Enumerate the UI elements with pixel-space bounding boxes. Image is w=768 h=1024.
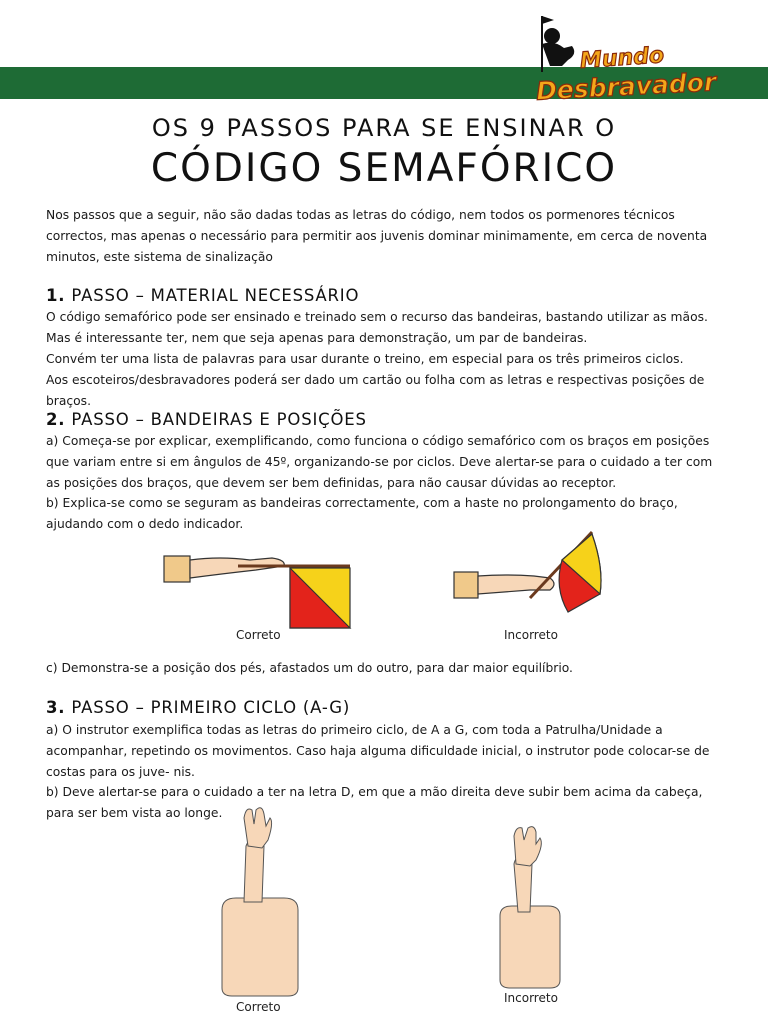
arm-raised-correct-illustration	[210, 800, 310, 1000]
brand-line-1: Mundo	[579, 43, 665, 74]
page-title: CÓDIGO SEMAFÓRICO	[150, 146, 618, 191]
section-2-paragraph-b: b) Explica-se como se seguram as bandeiras correctamente, com a haste no prolongamento do braço, ajudando com o dedo indicador.	[46, 496, 678, 531]
section-3-heading	[46, 698, 350, 717]
brand-line-2: Desbravador	[535, 67, 717, 106]
caption-arm-incorrect: Incorreto	[504, 991, 558, 1005]
arm-raised-incorrect-illustration	[490, 820, 570, 990]
section-2-paragraph-c: c) Demonstra-se a posição dos pés, afastados um do outro, para dar maior equilíbrio.	[46, 661, 573, 675]
flag-grip-correct-illustration	[160, 550, 360, 632]
section-1-paragraph-2: Convém ter uma lista de palavras para usar durante o treino, em especial para os três primeiros ciclos.	[46, 352, 684, 366]
section-2-paragraph-a: a) Começa-se por explicar, exemplificando, como funciona o código semafórico com os braços em posições que variam entre si em ângulos de 45º, organizando-se por ciclos. Deve alertar-se para o cuidado a ter com as posições dos braços, que devem ser bem definidas, para não causar dúvidas ao receptor.	[46, 434, 713, 490]
section-2-title: PASSO – BANDEIRAS E POSIÇÕES	[71, 410, 367, 429]
flag-grip-incorrect-illustration	[450, 528, 620, 628]
caption-flag-incorrect: Incorreto	[504, 628, 558, 642]
section-1-paragraph-1: O código semafórico pode ser ensinado e treinado sem o recurso das bandeiras, bastando utilizar as mãos. Mas é interessante ter, nem que seja apenas para demonstração, um par de bandeiras.	[46, 310, 708, 345]
section-1-title: PASSO – MATERIAL NECESSÁRIO	[71, 286, 360, 305]
section-2-number: 2.	[46, 410, 66, 429]
section-1-number: 1.	[46, 286, 66, 305]
section-2-heading	[46, 410, 367, 429]
section-1-paragraph-3: Aos escoteiros/desbravadores poderá ser dado um cartão ou folha com as letras e respectivas posições de braços.	[46, 373, 705, 408]
section-1-heading	[46, 286, 359, 305]
caption-flag-correct: Correto	[236, 628, 281, 642]
brand-logo	[528, 10, 728, 106]
section-3-title: PASSO – PRIMEIRO CICLO (A-G)	[71, 698, 351, 717]
intro-paragraph: Nos passos que a seguir, não são dadas todas as letras do código, nem todos os pormenores técnicos correctos, mas apenas o necessário para permitir aos juvenis dominar minimamente, em cerca de noventa minutos, este sistema de sinalização	[46, 208, 708, 264]
page-subtitle: OS 9 PASSOS PARA SE ENSINAR O	[151, 114, 617, 142]
section-3-paragraph-b: b) Deve alertar-se para o cuidado a ter na letra D, em que a mão direita deve subir bem acima da cabeça, para ser bem vista ao longe.	[46, 785, 703, 820]
section-3-number: 3.	[46, 698, 66, 717]
caption-arm-correct: Correto	[236, 1000, 281, 1014]
section-3-paragraph-a: a) O instrutor exemplifica todas as letras do primeiro ciclo, de A a G, com toda a Patrulha/Unidade a acompanhar, repetindo os movimentos. Caso haja alguma dificuldade inicial, o instrutor pode colocar-se de costas para os juve- nis.	[46, 723, 710, 779]
